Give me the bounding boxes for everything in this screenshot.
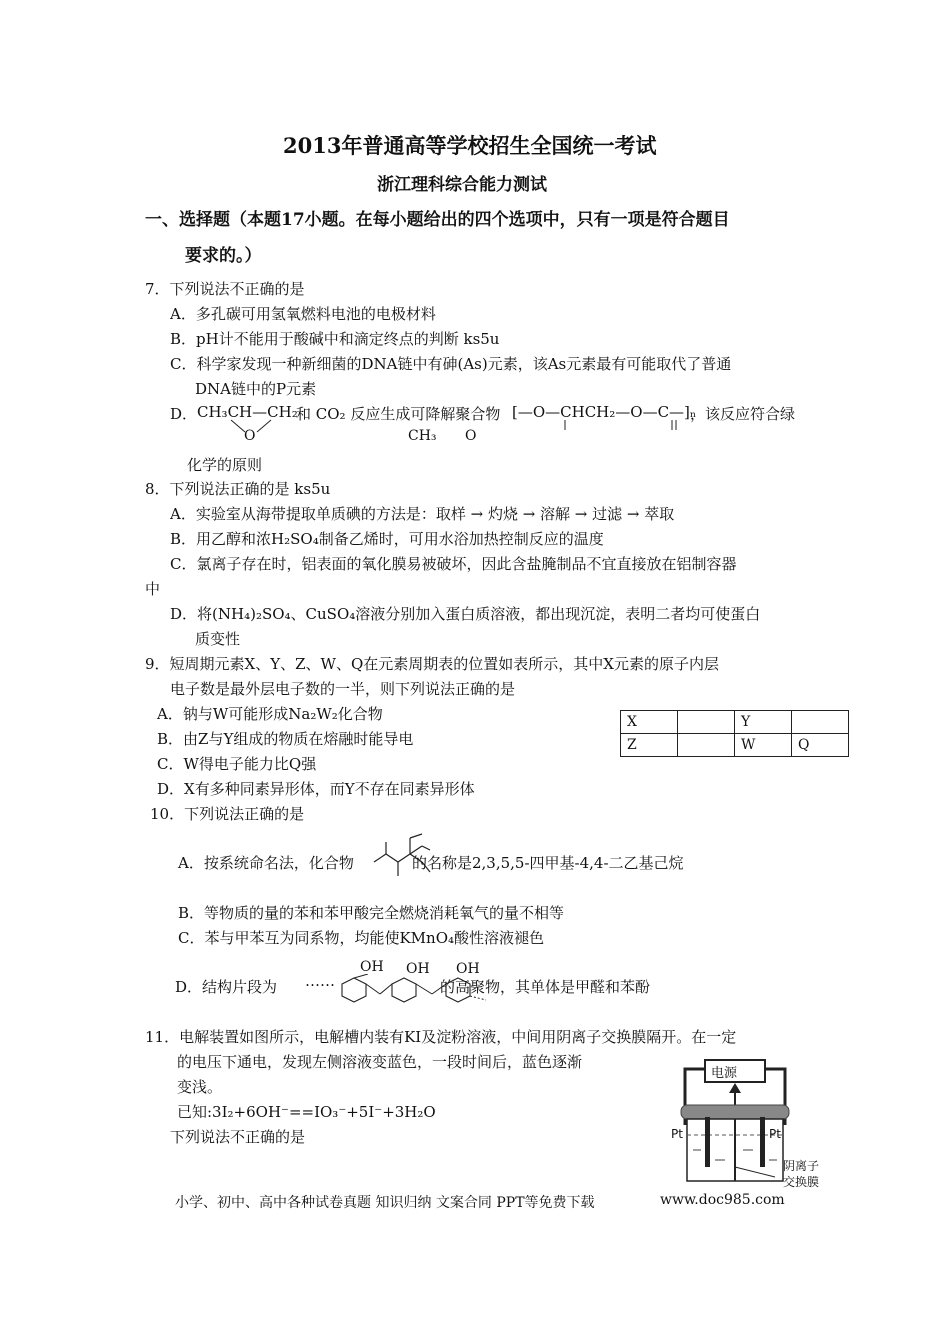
- carbonyl-oxygen: O: [465, 428, 477, 444]
- option-c: C．科学家发现一种新细菌的DNA链中有砷(As)元素，该As元素最有可能取代了普通: [170, 355, 732, 373]
- question-ask: 下列说法不正确的是: [170, 1128, 306, 1146]
- power-source-label: 电源: [711, 1066, 738, 1081]
- option-b: B．由Z与Y组成的物质在熔融时能导电: [157, 730, 414, 748]
- footer-text: 小学、初中、高中各种试卷真题 知识归纳 文案合同 PPT等免费下载: [175, 1195, 595, 1211]
- section-heading-cont: 要求的。）: [185, 246, 262, 266]
- option-a-post: 的名称是2,3,5,5-四甲基-4,4-二乙基己烷: [412, 854, 684, 872]
- question-stem-cont: 电子数是最外层电子数的一半，则下列说法正确的是: [170, 680, 516, 698]
- option-c-cont: 中: [145, 580, 161, 598]
- polymer-bonds: [560, 418, 690, 432]
- table-cell: Y: [735, 711, 792, 734]
- option-d-text: 和 CO₂ 反应生成可降解聚合物: [296, 405, 501, 423]
- option-a: A．多孔碳可用氢氧燃料电池的电极材料: [170, 305, 436, 323]
- table-cell: W: [735, 734, 792, 757]
- known-equation: 已知:3I₂+6OH⁻==IO₃⁻+5I⁻+3H₂O: [177, 1103, 436, 1121]
- question-stem: 11．电解装置如图所示，电解槽内装有KI及淀粉溶液，中间用阴离子交换膜隔开。在一定: [145, 1028, 737, 1046]
- periodic-table-fragment: [620, 710, 849, 757]
- table-cell: Z: [621, 734, 678, 757]
- oh-label: OH: [406, 961, 430, 977]
- question-stem: 9．短周期元素X、Y、Z、W、Q在元素周期表的位置如表所示，其中X元素的原子内层: [145, 655, 719, 673]
- option-b: B．用乙醇和浓H₂SO₄制备乙烯时，可用水浴加热控制反应的温度: [170, 530, 604, 548]
- option-c: C．W得电子能力比Q强: [157, 755, 317, 773]
- page-title: 2013年普通高等学校招生全国统一考试: [283, 133, 657, 158]
- membrane-label-2: 交换膜: [783, 1175, 820, 1189]
- chain-dots: ……: [305, 972, 335, 990]
- option-d-label: D．: [170, 405, 198, 423]
- section-heading: 一、选择题（本题17小题。在每小题给出的四个选项中，只有一项是符合题目: [145, 210, 730, 230]
- oh-label: OH: [456, 961, 480, 977]
- question-stem: 8．下列说法正确的是 ks5u: [145, 480, 331, 498]
- option-c: C．氯离子存在时，铝表面的氧化膜易被破坏，因此含盐腌制品不宜直接放在铝制容器: [170, 555, 737, 573]
- option-d-text-2: ，该反应符合绿: [690, 405, 796, 423]
- question-stem: 10．下列说法正确的是: [150, 805, 305, 823]
- option-a: A．钠与W可能形成Na₂W₂化合物: [157, 705, 383, 723]
- option-b: B．pH计不能用于酸碱中和滴定终点的判断 ks5u: [170, 330, 500, 348]
- option-a-pre: A．按系统命名法，化合物: [178, 854, 354, 872]
- option-d-pre: D．结构片段为: [175, 978, 278, 996]
- methyl-group: CH₃: [408, 428, 437, 444]
- option-a: A．实验室从海带提取单质碘的方法是：取样 → 灼烧 → 溶解 → 过滤 → 萃取: [170, 505, 675, 523]
- option-c: C．苯与甲苯互为同系物，均能使KMnO₄酸性溶液褪色: [178, 929, 545, 947]
- option-d-cont: 质变性: [195, 630, 241, 648]
- epoxide-formula: CH₃CH—CH₂: [197, 403, 298, 421]
- membrane-label-1: 阴离子: [783, 1159, 820, 1173]
- option-d: D．X有多种同素异形体，而Y不存在同素异形体: [157, 780, 475, 798]
- footer-url[interactable]: www.doc985.com: [660, 1192, 785, 1208]
- table-cell: Q: [792, 734, 849, 757]
- table-cell: X: [621, 711, 678, 734]
- table-cell: [678, 711, 735, 734]
- table-cell: [678, 734, 735, 757]
- question-stem-cont: 变浅。: [177, 1078, 223, 1096]
- question-stem-cont: 的电压下通电，发现左侧溶液变蓝色，一段时间后，蓝色逐渐: [177, 1053, 583, 1071]
- pt-right-label: Pt: [769, 1127, 781, 1141]
- polymer-formula: [—O—CHCH₂—O—C—]ₙ: [512, 403, 697, 421]
- page-subtitle: 浙江理科综合能力测试: [377, 175, 547, 195]
- epoxide-oxygen: O: [244, 428, 256, 444]
- option-d-cont: 化学的原则: [187, 456, 263, 474]
- oh-label: OH: [360, 959, 384, 975]
- option-d: D．将(NH₄)₂SO₄、CuSO₄溶液分别加入蛋白质溶液，都出现沉淀，表明二者均可使蛋白: [170, 605, 761, 623]
- table-row: [621, 711, 849, 734]
- table-cell: [792, 711, 849, 734]
- option-c-cont: DNA链中的P元素: [195, 380, 317, 398]
- pt-left-label: Pt: [671, 1127, 683, 1141]
- option-b: B．等物质的量的苯和苯甲酸完全燃烧消耗氧气的量不相等: [178, 904, 565, 922]
- question-stem: 7．下列说法不正确的是: [145, 280, 305, 298]
- option-d-post: 的高聚物，其单体是甲醛和苯酚: [440, 978, 651, 996]
- table-row: [621, 734, 849, 757]
- electrolysis-diagram: [665, 1055, 845, 1195]
